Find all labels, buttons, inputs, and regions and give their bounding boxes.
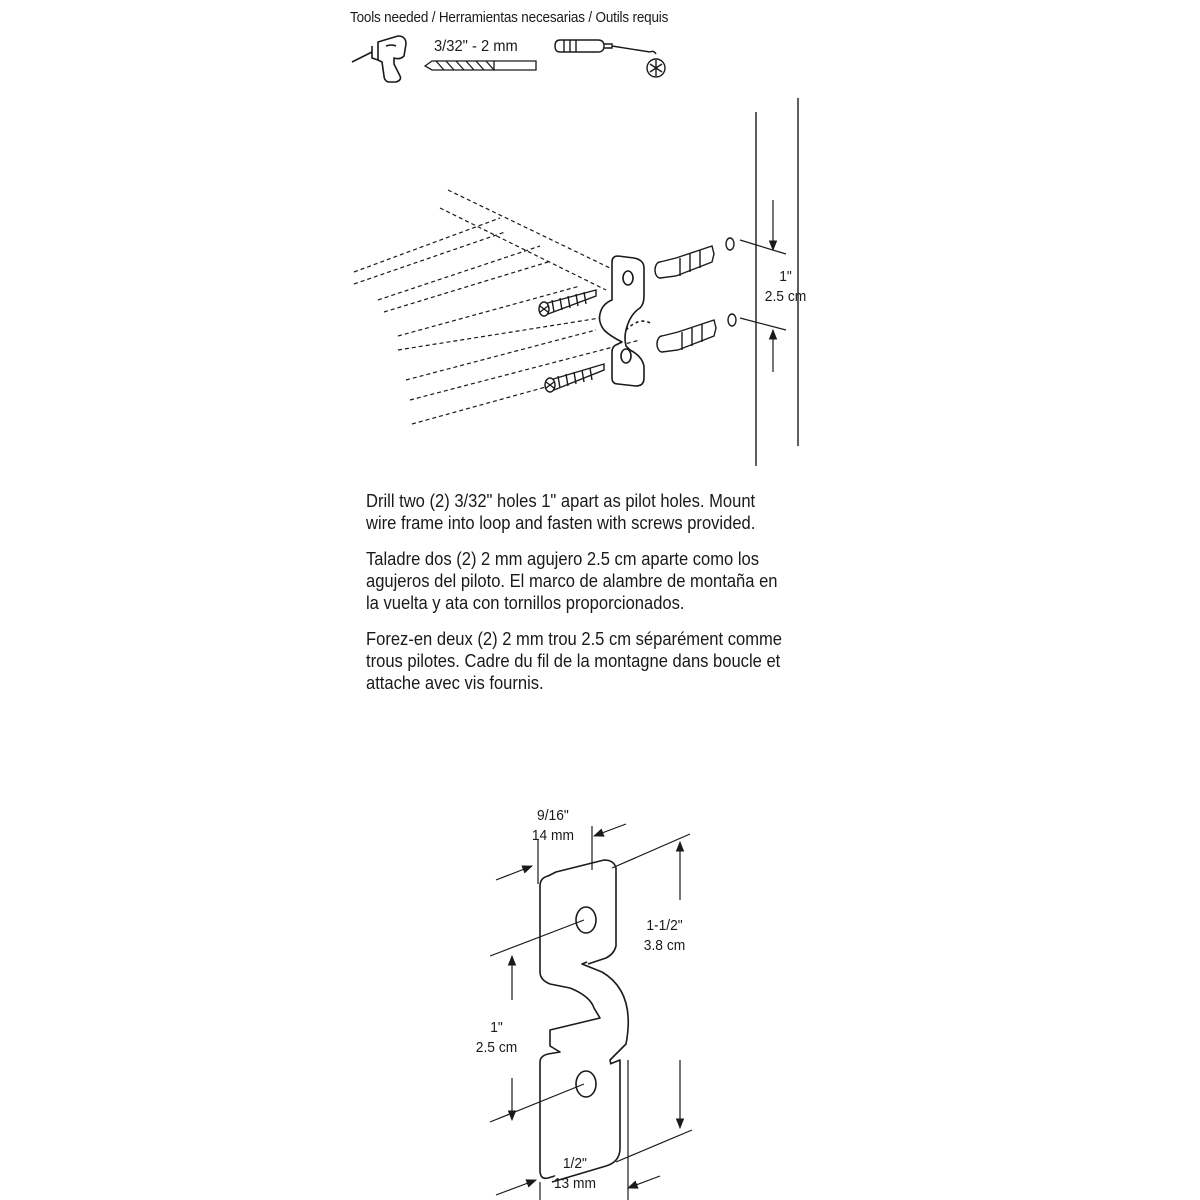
mounting-spacing-cm: 2.5 cm bbox=[764, 288, 807, 305]
mounting-spacing-inches: 1" bbox=[779, 268, 792, 285]
bracket-depth-mm: 13 mm bbox=[553, 1175, 597, 1192]
bracket-depth-inches: 1/2" bbox=[562, 1155, 587, 1172]
picture-frame-outline bbox=[354, 190, 640, 424]
drill-bit-icon bbox=[425, 61, 536, 70]
bracket-height-label bbox=[644, 916, 685, 956]
bracket-height-cm: 3.8 cm bbox=[643, 937, 686, 954]
instructions-english: Drill two (2) 3/32" holes 1" apart as pilot holes. Mount wire frame into loop and fasten with screws provided. bbox=[366, 491, 756, 533]
wood-screw-bottom bbox=[545, 364, 604, 392]
drill-icon bbox=[352, 36, 406, 82]
bracket-depth-label bbox=[554, 1154, 596, 1194]
instructions-spanish: Taladre dos (2) 2 mm agujero 2.5 cm aparte como los agujeros del piloto. El marco de alambre de montaña en la vuelta y ata con tornillos proporcionados. bbox=[366, 549, 778, 613]
tools-heading: Tools needed / Herramientas necesarias / Outils requis bbox=[350, 9, 669, 26]
wood-screw-top bbox=[539, 290, 596, 316]
bracket-height-inches: 1-1/2" bbox=[646, 917, 683, 934]
wall-anchor-top bbox=[655, 238, 734, 278]
sawtooth-hanger-bracket bbox=[600, 256, 653, 386]
bracket-width-inches: 9/16" bbox=[537, 807, 569, 824]
drill-bit-size-label: 3/32" - 2 mm bbox=[434, 38, 518, 55]
bracket-hole-spacing-cm: 2.5 cm bbox=[475, 1039, 518, 1056]
bracket-hole-spacing-inches: 1" bbox=[490, 1019, 503, 1036]
mounting-spacing-label bbox=[765, 267, 806, 307]
bracket-width-mm: 14 mm bbox=[531, 827, 575, 844]
wall-anchor-bottom bbox=[657, 314, 736, 352]
bracket-hole-spacing-label bbox=[476, 1018, 517, 1058]
instructions-french: Forez-en deux (2) 2 mm trou 2.5 cm séparément comme trous pilotes. Cadre du fil de la montagne dans boucle et attache avec vis fournis. bbox=[366, 629, 782, 693]
bracket-detail bbox=[540, 860, 628, 1182]
bracket-width-label bbox=[532, 806, 574, 846]
screwdriver-icon bbox=[555, 40, 665, 77]
